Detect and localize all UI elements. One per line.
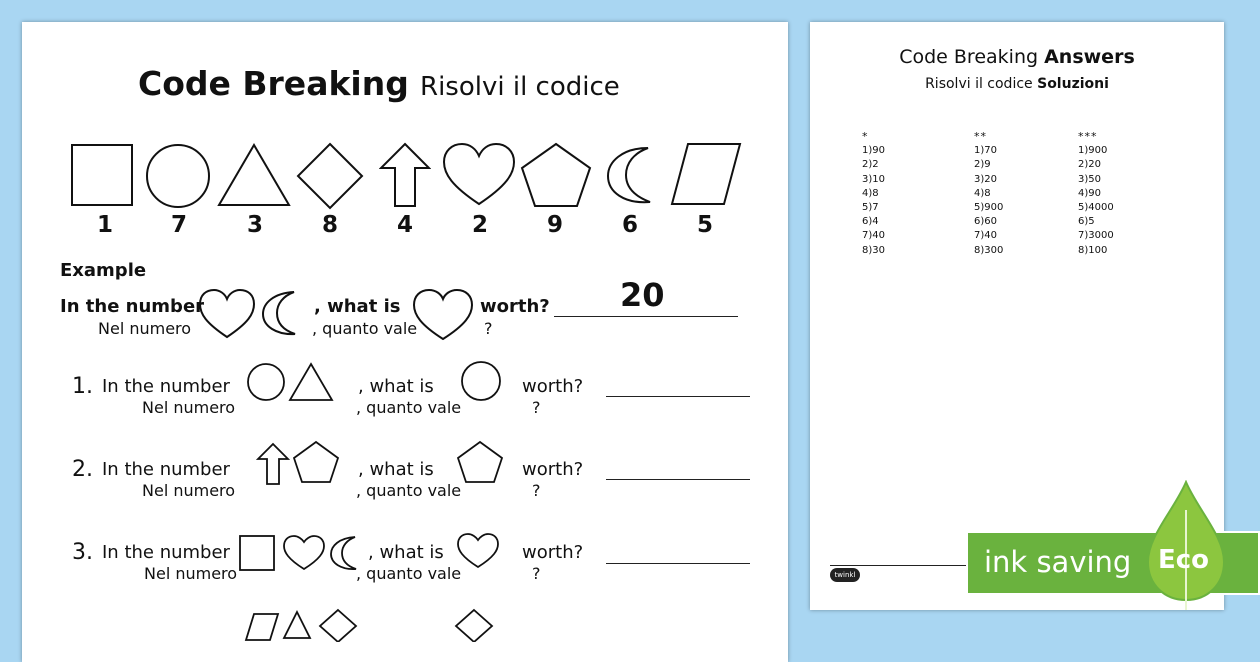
- q2-arrow-icon: [256, 442, 290, 486]
- answer-item: 1)70: [974, 145, 997, 157]
- q1-circle-icon: [246, 362, 286, 402]
- question-nel-numero: Nel numero: [144, 564, 238, 583]
- question-what-is: , what is: [368, 542, 444, 563]
- example-worth: worth?: [480, 296, 550, 317]
- answer-item: 8)100: [1078, 244, 1108, 256]
- answers-title-plain: Code Breaking: [899, 46, 1045, 68]
- answer-item: 1)90: [862, 145, 885, 157]
- q4-diamond-target-icon: [454, 608, 494, 642]
- example-quanto-vale: , quanto vale: [312, 319, 418, 338]
- answer-item: 7)40: [974, 230, 997, 242]
- answer-item: 3)20: [974, 173, 997, 185]
- question-qmark: ?: [532, 398, 541, 417]
- question-qmark: ?: [532, 481, 541, 500]
- answers-subtitle-bold: Soluzioni: [1037, 76, 1109, 92]
- question-quanto-vale: , quanto vale: [356, 481, 462, 500]
- answer-item: 5)900: [974, 202, 1004, 214]
- example-qmark: ?: [484, 319, 493, 338]
- key-value: 4: [396, 212, 413, 238]
- answer-item: 4)8: [862, 187, 879, 199]
- difficulty-stars: ***: [1078, 130, 1098, 143]
- answer-item: 2)20: [1078, 159, 1101, 171]
- q2-pentagon-icon: [292, 440, 340, 484]
- answer-item: 7)3000: [1078, 230, 1114, 242]
- key-value: 9: [546, 212, 563, 238]
- example-nel-numero: Nel numero: [98, 319, 192, 338]
- answers-subtitle: [810, 76, 1224, 92]
- answers-column-3: [1078, 130, 1114, 258]
- key-heart-icon: [442, 142, 516, 208]
- key-value: 7: [170, 212, 187, 238]
- answer-item: 8)300: [974, 244, 1004, 256]
- question-in-the-number: In the number: [102, 542, 230, 563]
- q4-parallelogram-icon: [244, 612, 280, 642]
- question-nel-numero: Nel numero: [142, 398, 236, 417]
- example-heart-target-icon: [412, 288, 474, 342]
- key-value: 5: [696, 212, 713, 238]
- twinkl-logo: twinkl: [830, 568, 860, 582]
- answer-item: 1)900: [1078, 145, 1108, 157]
- question-worth: worth?: [522, 542, 584, 563]
- example-answer-line: [554, 316, 738, 317]
- answer-item: 2)9: [974, 159, 991, 171]
- answers-column-2: [974, 130, 1003, 258]
- question-number: 2.: [72, 457, 93, 482]
- answer-item: 5)7: [862, 202, 879, 214]
- key-diamond-icon: [296, 142, 364, 210]
- key-value: 8: [321, 212, 338, 238]
- ink-saving-label: ink saving: [984, 545, 1132, 579]
- answer-item: 4)90: [1078, 187, 1101, 199]
- question-nel-numero: Nel numero: [142, 481, 236, 500]
- example-answer: 20: [620, 276, 665, 314]
- answer-item: 3)50: [1078, 173, 1101, 185]
- worksheet-title-italian: Risolvi il codice: [420, 72, 620, 102]
- answers-title: [810, 46, 1224, 68]
- answer-item: 5)4000: [1078, 202, 1114, 214]
- q3-square-icon: [238, 534, 276, 572]
- footer-line: [830, 565, 970, 566]
- example-heading: Example: [60, 260, 147, 281]
- question-what-is: , what is: [358, 376, 434, 397]
- answers-title-bold: Answers: [1044, 46, 1135, 68]
- answer-item: 6)4: [862, 216, 879, 228]
- q1-circle-target-icon: [460, 360, 502, 402]
- answer-item: 7)40: [862, 230, 885, 242]
- q3-heart-target-icon: [456, 532, 500, 570]
- question-number: 1.: [72, 374, 93, 399]
- q2-pentagon-target-icon: [456, 440, 504, 484]
- key-value: 3: [246, 212, 263, 238]
- key-triangle-icon: [217, 142, 291, 208]
- worksheet-page: [22, 22, 788, 662]
- example-in-the-number: In the number: [60, 296, 205, 317]
- answer-item: 6)60: [974, 216, 997, 228]
- key-value: 1: [96, 212, 113, 238]
- question-quanto-vale: , quanto vale: [356, 398, 462, 417]
- key-moon-icon: [604, 142, 658, 208]
- eco-label: Eco: [1158, 545, 1210, 575]
- question-in-the-number: In the number: [102, 376, 230, 397]
- difficulty-stars: *: [862, 130, 869, 143]
- example-what-is: , what is: [314, 296, 401, 317]
- key-pentagon-icon: [520, 142, 592, 208]
- answer-line[interactable]: [606, 563, 750, 564]
- question-in-the-number: In the number: [102, 459, 230, 480]
- q3-heart-icon: [282, 534, 326, 572]
- answer-item: 2)2: [862, 159, 879, 171]
- question-qmark: ?: [532, 564, 541, 583]
- difficulty-stars: **: [974, 130, 987, 143]
- q1-triangle-icon: [288, 362, 334, 402]
- answer-item: 6)5: [1078, 216, 1095, 228]
- key-parallelogram-icon: [670, 142, 742, 206]
- example-heart-icon: [198, 288, 256, 340]
- key-square-icon: [70, 142, 134, 206]
- question-worth: worth?: [522, 376, 584, 397]
- key-value: 6: [621, 212, 638, 238]
- question-what-is: , what is: [358, 459, 434, 480]
- answers-column-1: [862, 130, 885, 258]
- question-worth: worth?: [522, 459, 584, 480]
- key-arrow-icon: [379, 142, 431, 208]
- q4-diamond-icon: [318, 608, 358, 642]
- answer-item: 3)10: [862, 173, 885, 185]
- answer-item: 4)8: [974, 187, 991, 199]
- answer-item: 8)30: [862, 244, 885, 256]
- answer-line[interactable]: [606, 396, 750, 397]
- key-value: 2: [471, 212, 488, 238]
- key-circle-icon: [144, 142, 212, 210]
- example-moon-icon: [260, 288, 300, 338]
- answers-subtitle-plain: Risolvi il codice: [925, 76, 1038, 92]
- q4-triangle-icon: [282, 610, 312, 640]
- worksheet-title: Code Breaking: [138, 64, 409, 103]
- question-number: 3.: [72, 540, 93, 565]
- question-quanto-vale: , quanto vale: [356, 564, 462, 583]
- answer-line[interactable]: [606, 479, 750, 480]
